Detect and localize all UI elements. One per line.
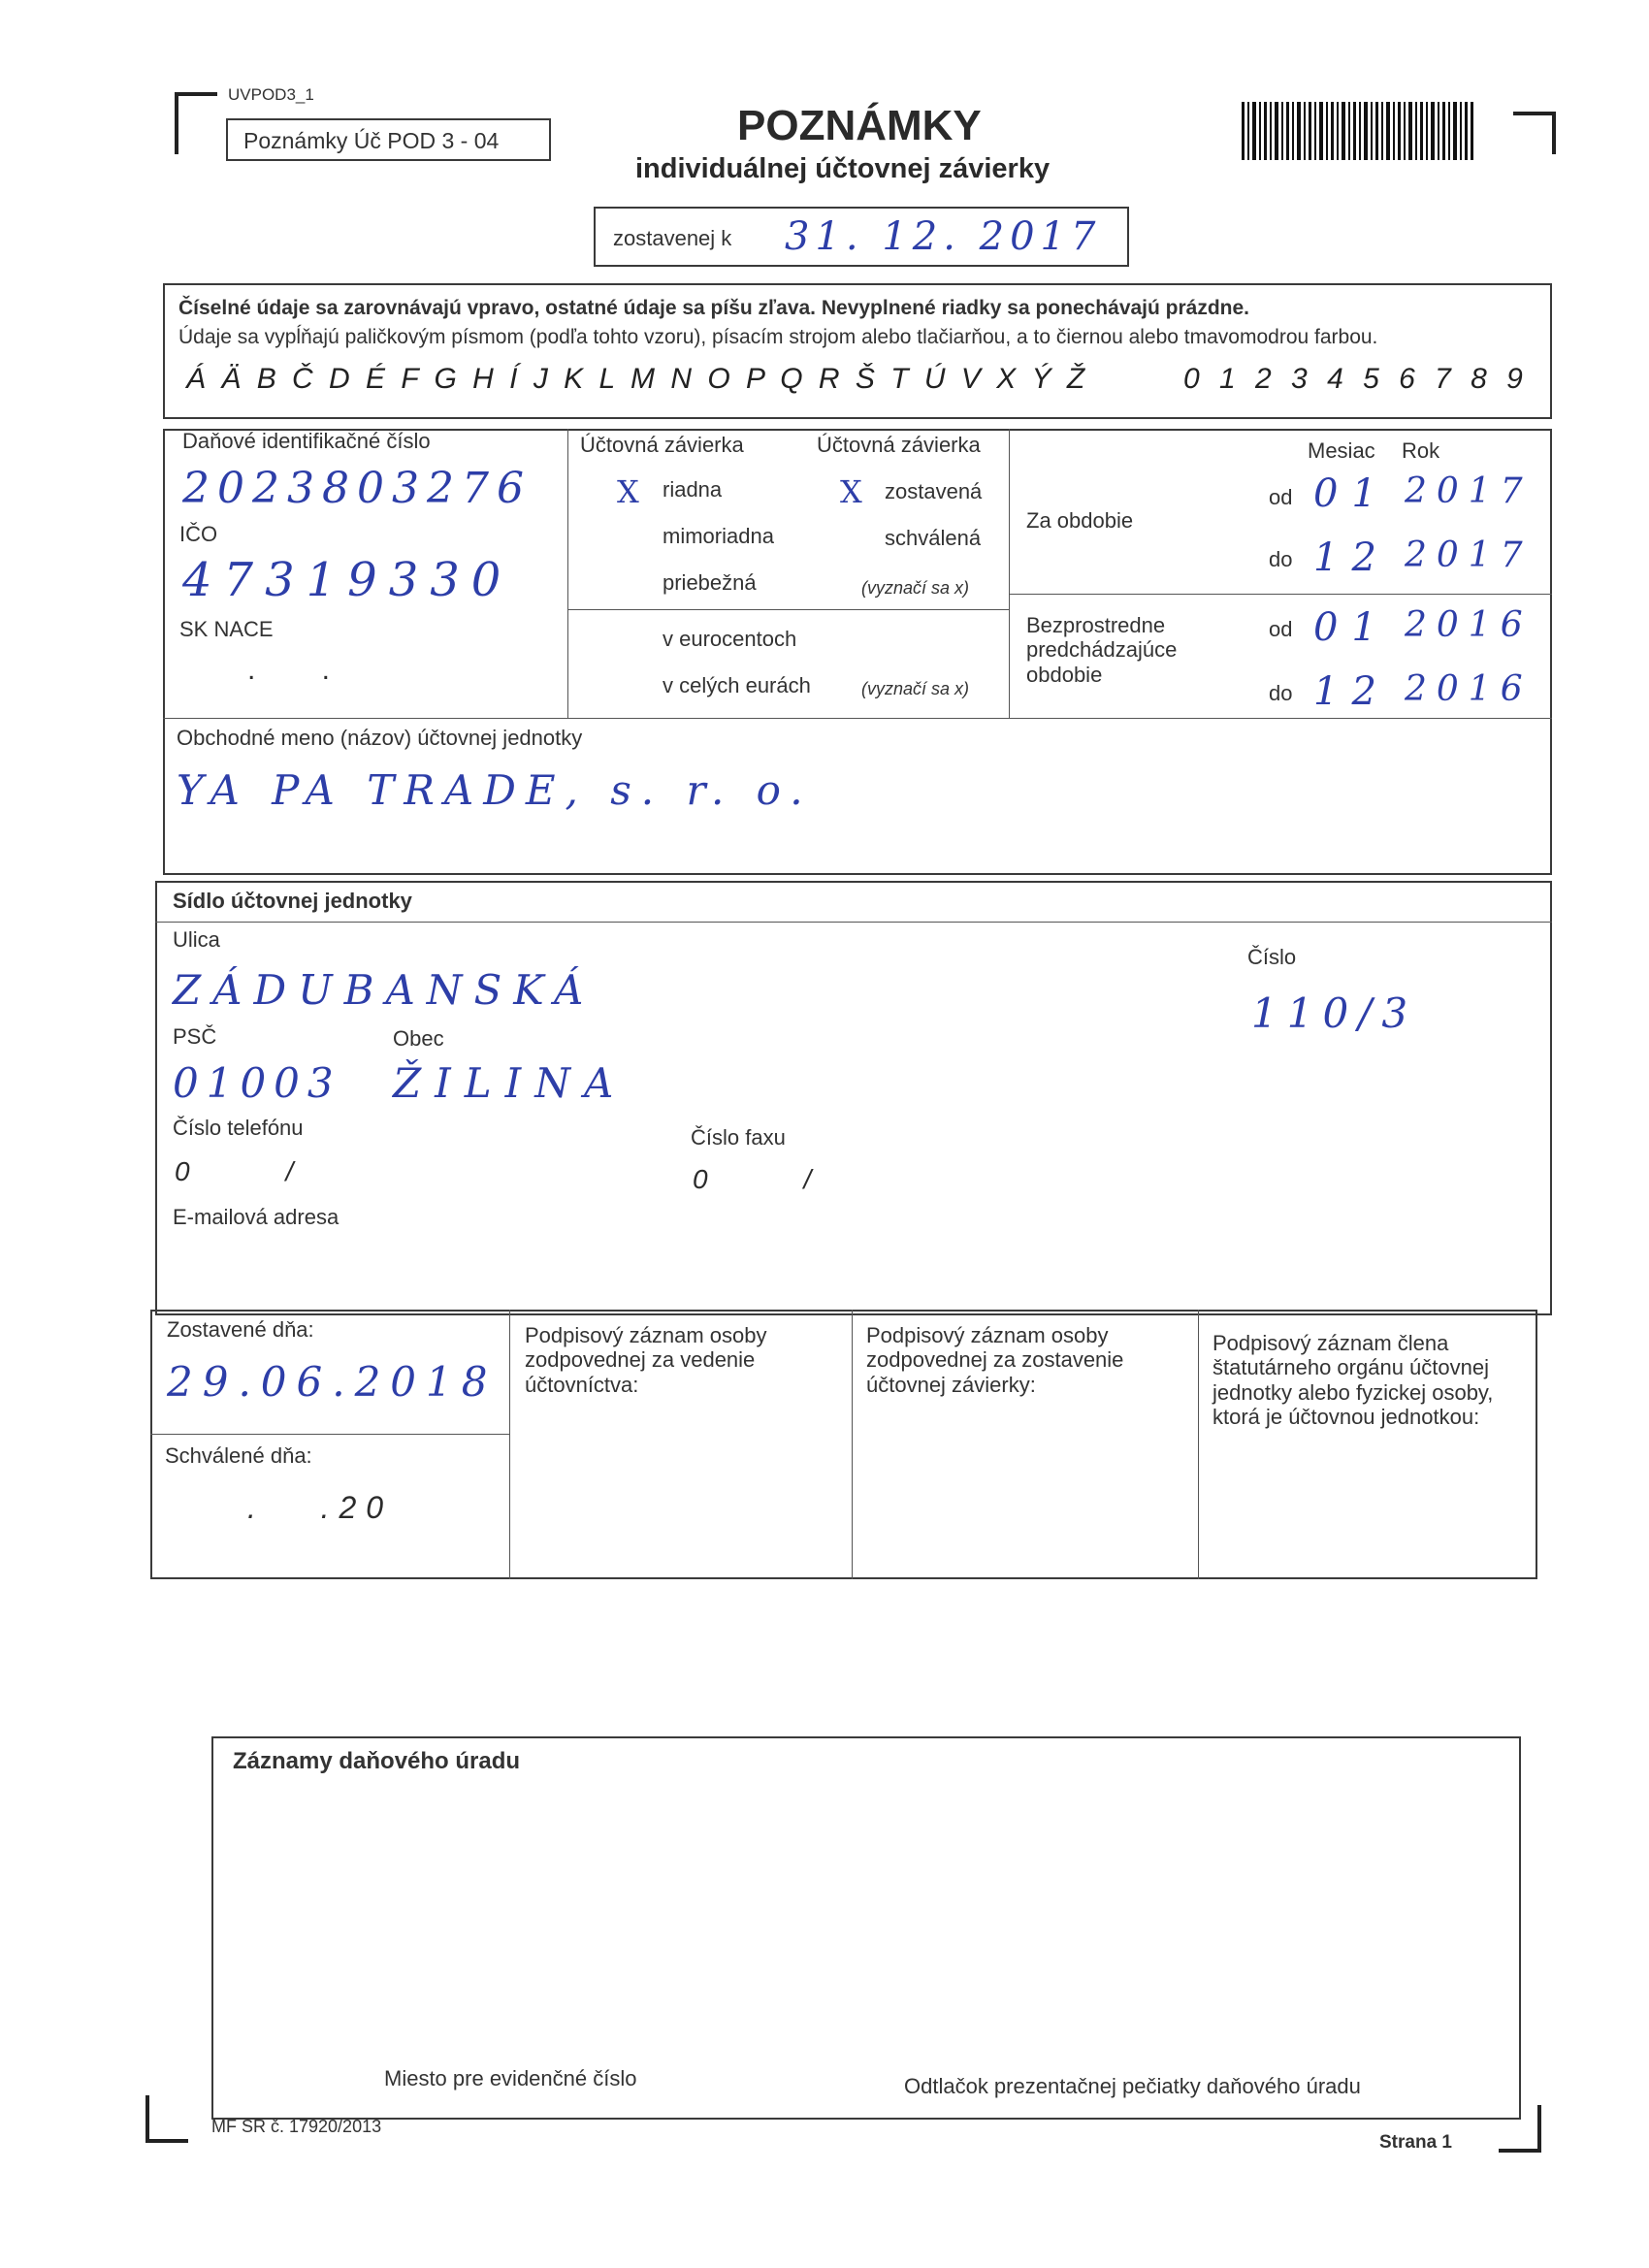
sample-digits: 0 1 2 3 4 5 6 7 8 9 — [1183, 363, 1529, 395]
sig-divider-2 — [852, 1310, 853, 1579]
page-number: Strana 1 — [1379, 2132, 1452, 2153]
eurocents-label: v eurocentoch — [663, 627, 797, 651]
divider-company — [163, 718, 1552, 719]
instructions-line1: Číselné údaje sa zarovnávajú vpravo, ostatné údaje sa píšu zľava. Nevyplnené riadky sa ponechávajú prázdne. — [178, 297, 1250, 319]
city-value[interactable]: ŽILINA — [393, 1059, 628, 1107]
form-name: Poznámky Úč POD 3 - 04 — [243, 128, 500, 153]
dic-label: Daňové identifikačné číslo — [182, 429, 431, 453]
sig-date-divider — [150, 1434, 509, 1435]
sig-accounting-label: Podpisový záznam osoby zodpovednej za vedenie účtovníctva: — [525, 1323, 767, 1397]
divider-id-statement — [567, 429, 568, 718]
cur-to-year[interactable]: 2017 — [1405, 535, 1533, 575]
sample-alphabet: Á Ä B Č D É F G H Í J K L M N O P Q R Š T Ú V X Ý Ž — [186, 363, 1089, 395]
number-label: Číslo — [1247, 945, 1297, 969]
riadna-checkbox[interactable]: X — [617, 473, 645, 510]
phone-label: Číslo telefónu — [173, 1116, 304, 1140]
fax-label: Číslo faxu — [691, 1125, 786, 1150]
fax-value[interactable]: 0 / — [693, 1164, 822, 1194]
divider-period-prev — [1009, 594, 1552, 595]
compiled-on-label: Zostavené dňa: — [167, 1317, 314, 1342]
schvalena-label: schválená — [885, 526, 982, 550]
instructions-box — [163, 283, 1552, 419]
address-section-title: Sídlo účtovnej jednotky — [173, 889, 412, 913]
divider-statement-period — [1009, 429, 1010, 718]
year-header: Rok — [1402, 438, 1440, 463]
cur-od-label: od — [1269, 485, 1293, 509]
form-code: UVPOD3_1 — [228, 85, 314, 104]
prev-period-label: Bezprostredne predchádzajúce obdobie — [1026, 613, 1178, 687]
tax-office-title: Záznamy daňového úradu — [233, 1748, 521, 1774]
statement-type-header-2: Účtovná závierka — [817, 433, 981, 457]
prev-od-label: od — [1269, 617, 1293, 641]
compiled-date-value[interactable]: 31. 12. 2017 — [785, 214, 1102, 259]
ministry-reference: MF SR č. 17920/2013 — [211, 2117, 382, 2136]
zostavena-label: zostavená — [885, 479, 983, 503]
phone-value[interactable]: 0 / — [175, 1156, 304, 1186]
riadna-label: riadna — [663, 477, 723, 502]
ico-label: IČO — [179, 522, 218, 546]
sig-statutory-label: Podpisový záznam člena štatutárneho orgánu účtovnej jednotky alebo fyzickej osoby, ktorá je účtovnou jednotkou: — [1212, 1331, 1494, 1429]
compiled-on-value[interactable]: 29.06.2018 — [167, 1358, 498, 1406]
approved-on-value[interactable]: . .20 — [247, 1490, 394, 1525]
prev-from-year[interactable]: 2016 — [1405, 605, 1533, 645]
form-name-box — [226, 118, 551, 161]
compiled-date-box — [594, 207, 1129, 267]
company-name-label: Obchodné meno (názov) účtovnej jednotky — [177, 726, 583, 750]
mark-hint-currency: (vyznačí sa x) — [861, 679, 970, 698]
stamp-place-label: Odtlačok prezentačnej pečiatky daňového úradu — [904, 2074, 1361, 2098]
sig-divider-3 — [1198, 1310, 1199, 1579]
barcode — [1242, 102, 1474, 160]
instructions-line2: Údaje sa vypĺňajú paličkovým písmom (podľa tohto vzoru), písacím strojom alebo tlačiarňou, a to čiernou alebo tmavomodrou farbou. — [178, 326, 1378, 348]
company-name-value[interactable]: YA PA TRADE, s. r. o. — [177, 766, 813, 814]
sig-divider-1 — [509, 1310, 510, 1579]
cur-do-label: do — [1269, 547, 1293, 571]
city-label: Obec — [393, 1026, 444, 1051]
current-period-label: Za obdobie — [1026, 508, 1134, 533]
corner-mark-bottom-left — [146, 2095, 188, 2143]
nace-value[interactable]: . . — [247, 654, 360, 686]
sig-compiler-label: Podpisový záznam osoby zodpovednej za zostavenie účtovnej závierky: — [866, 1323, 1124, 1397]
tax-office-box — [211, 1736, 1521, 2120]
street-value[interactable]: ZÁDUBANSKÁ — [173, 966, 596, 1014]
prev-to-year[interactable]: 2016 — [1405, 669, 1533, 709]
zostavena-checkbox[interactable]: X — [840, 473, 868, 510]
whole-euros-label: v celých eurách — [663, 673, 811, 697]
divider-statement-currency — [567, 609, 1009, 610]
approved-on-label: Schválené dňa: — [165, 1443, 312, 1468]
statement-type-header-1: Účtovná závierka — [580, 433, 744, 457]
psc-value[interactable]: 01003 — [173, 1059, 341, 1107]
priebezna-label: priebežná — [663, 570, 757, 595]
cur-from-month[interactable]: 01 — [1313, 471, 1390, 516]
address-title-divider — [155, 922, 1552, 923]
nace-label: SK NACE — [179, 617, 274, 641]
street-label: Ulica — [173, 927, 220, 952]
prev-do-label: do — [1269, 681, 1293, 705]
month-header: Mesiac — [1308, 438, 1375, 463]
cur-from-year[interactable]: 2017 — [1405, 471, 1533, 511]
number-value[interactable]: 110/3 — [1251, 989, 1418, 1037]
ico-value[interactable]: 47319330 — [182, 553, 513, 607]
corner-mark-top-left — [175, 92, 217, 154]
mimoriadna-label: mimoriadna — [663, 524, 774, 548]
email-label: E-mailová adresa — [173, 1205, 340, 1229]
corner-mark-top-right — [1513, 112, 1556, 154]
compiled-label: zostavenej k — [613, 226, 732, 250]
evidence-number-label: Miesto pre evidenčné číslo — [384, 2066, 637, 2090]
dic-value[interactable]: 2023803276 — [182, 464, 532, 513]
prev-to-month[interactable]: 12 — [1313, 669, 1390, 714]
psc-label: PSČ — [173, 1024, 217, 1049]
mark-hint: (vyznačí sa x) — [861, 578, 970, 598]
page-subtitle: individuálnej účtovnej závierky — [635, 153, 1051, 184]
cur-to-month[interactable]: 12 — [1313, 535, 1390, 580]
address-box — [155, 881, 1552, 1315]
prev-from-month[interactable]: 01 — [1313, 605, 1390, 650]
page-title: POZNÁMKY — [737, 102, 982, 149]
